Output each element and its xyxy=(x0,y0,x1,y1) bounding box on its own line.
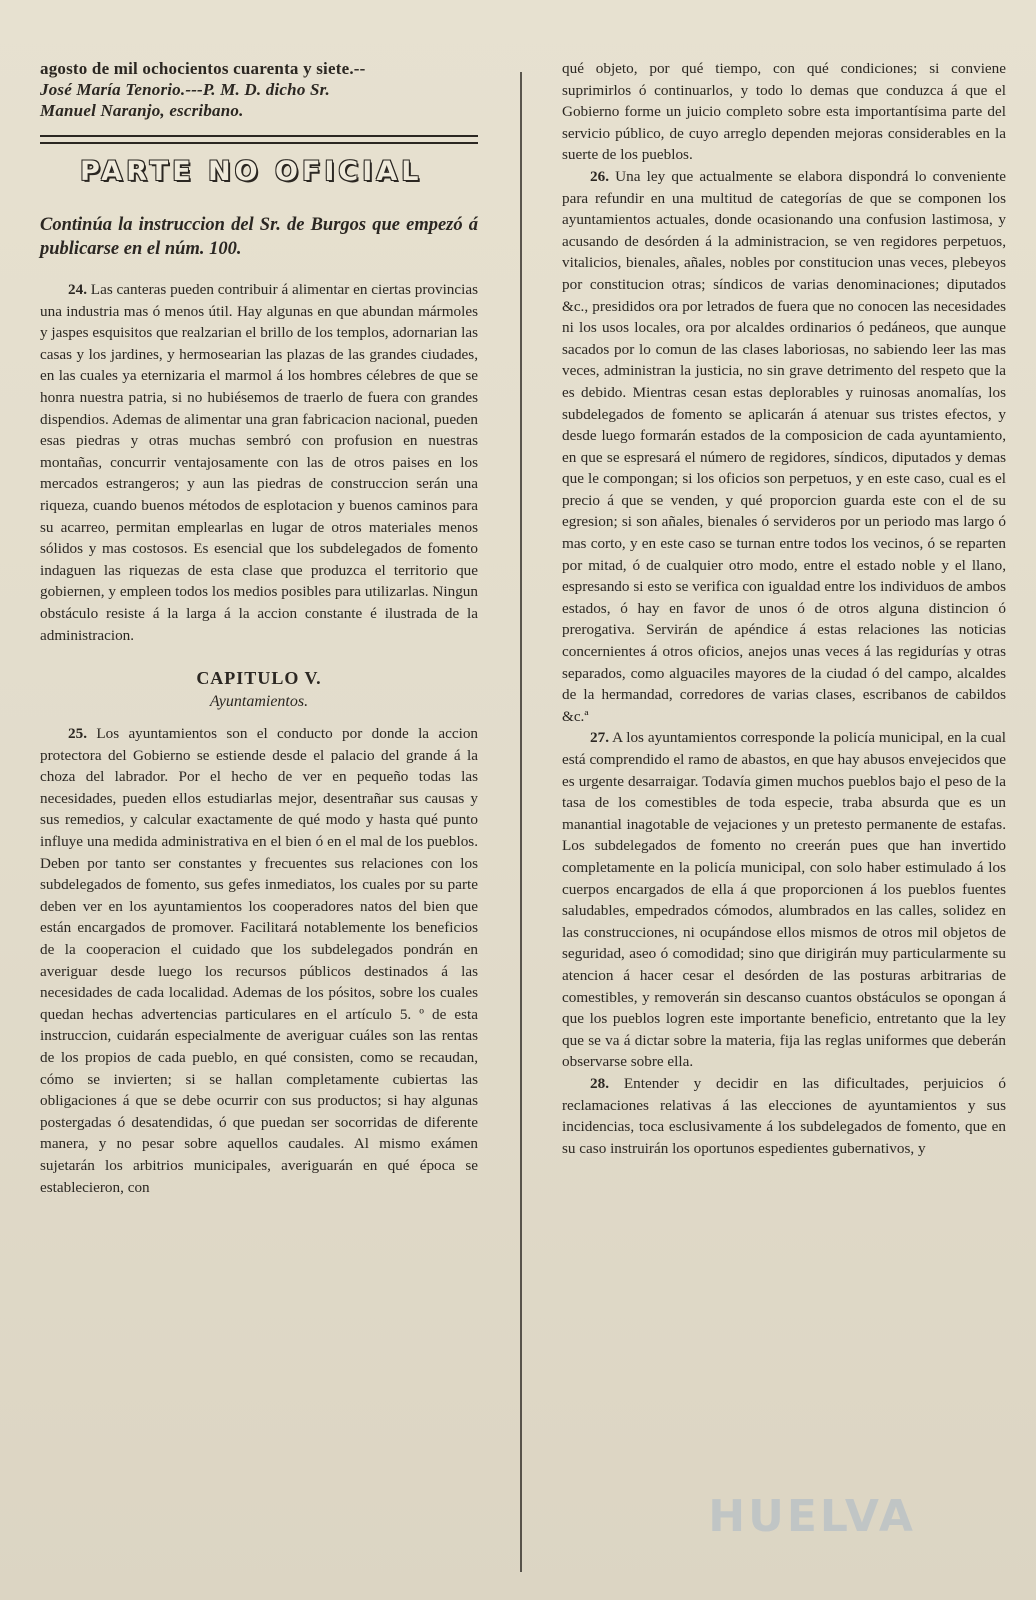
paragraph-text: A los ayuntamientos corresponde la policía municipal, en la cual está comprendido el ramo de abastos, en que hay abusos envejecidos que es urgente desarraigar. Todavía gimen muchos pueblos bajo el peso de la tasa de los comestibles de toda especie, traba absurda que es un manantial inagotable de vejaciones y un pretesto permanente de estafas. Los subdelegados de fomento no creerán pues que han invertido completamente en la policía municipal, con solo haber estimulado á los cuerpos encargados de ella á que proporcionen á los pueblos fuentes saludables, empedrados cómodos, alumbrados en las calles, solidez en las construcciones, ni ocupándose ellos mismos de otros mil objetos de seguridad, aseo ó comodidad; sino que dirigirán muy particularmente su atencion á hacer cesar el desórden de las posturas arbitrarias de comestibles, y removerán sin descanso cuantos obstáculos se opongan á que los pueblos logren este importante beneficio, entretanto que la ley que se va á dictar sobre la materia, fija las reglas uniformes que deberán observarse sobre ella. xyxy=(562,729,1006,1071)
paragraph-24 xyxy=(40,279,478,646)
right-column xyxy=(562,58,1006,1159)
paragraph-number: 27. xyxy=(590,729,609,747)
paragraph-text: Las canteras pueden contribuir á alimentar en ciertas provincias una industria mas ó menos útil. Hay algunas en que abundan mármoles y jaspes esquisitos que realzarian el brillo de los templos, adornarian las casas y los jardines, y hermosearian las plazas de las grandes ciudades, en las cuales ya eternizaria el marmol á los hombres célebres de que se honra nuestra patria, si no hubiésemos de traerlo de fuera con grandes dispendios. Ademas de alimentar una gran fabricacion nacional, pueden esas piedras y otras muchas sembró con profusion en nuestras montañas, concurrir ventajosamente con las de otros paises en los mercados estrangeros; y aun las piedras de construccion serán una riqueza, cuando buenos métodos de esplotacion y buenos caminos para su acarreo, permitan emplearlas en lugar de otros materiales menos sólidos y mas costosos. Es esencial que los subdelegados de fomento indaguen las riquezas de esta clase que produzca el territorio que gobiernen, y empleen todos los medios posibles para utilizarlas. Ningun obstáculo resiste á la larga á la accion constante é ilustrada de la administracion. xyxy=(40,281,478,644)
closing-lines xyxy=(40,58,478,121)
left-column xyxy=(40,58,478,1198)
paragraph-number: 25. xyxy=(68,725,87,743)
section-banner: PARTE NO OFICIAL xyxy=(80,156,423,187)
ornamental-rule xyxy=(40,135,478,144)
paragraph-26 xyxy=(562,166,1006,727)
chapter-title: CAPITULO V. xyxy=(196,668,322,689)
archive-watermark: HUELVA xyxy=(708,1491,916,1542)
paragraph-27 xyxy=(562,727,1006,1073)
paragraph-25 xyxy=(40,723,478,1198)
paragraph-number: 24. xyxy=(68,281,87,298)
closing-line-3: Manuel Naranjo, escribano. xyxy=(40,101,244,120)
closing-line-1: agosto de mil ochocientos cuarenta y siete.-- xyxy=(40,59,366,78)
column-divider xyxy=(520,72,522,1572)
chapter-subtitle: Ayuntamientos. xyxy=(209,693,309,711)
paragraph-text: Una ley que actualmente se elabora dispondrá lo conveniente para refundir en una multitud de categorías de que se componen los ayuntamientos actuales, donde ocasionando una confusion lastimosa, y acusando de desórden á la administracion, se ven regidores perpetuos, vitalicios, bienales, añales, nobles por constitucion unas veces, plebeyos por constitucion otras; síndicos de varias denominaciones; diputados &c., presididos ora por letrados de fuera que no conocen las necesidades ni los usos locales, ora por alcaldes ordinarios ó pedáneos, que aunque sacados por lo comun de las clases laboriosas, no sabiendo leer las mas veces, administran la justicia, no sin grave detrimento del respeto que la es debido. Mientras cesan estas deplorables y ruinosas anomalías, los subdelegados de fomento se aplicarán á atenuar sus tristes efectos, y desde luego formarán estados de la composicion de cada ayuntamiento, en que se espresará el número de regidores, síndicos, diputados y demas que le compongan; si los oficios son perpetuos, y en este caso, cual es el precio á que se venden, y qué proporcion guarda este con el de su egresion; si son añales, bienales ó servideros por un periodo mas largo ó mas corto, y en este caso se turnan entre todos los vecinos, ó se reparten por mitad, ó de cualquier otro modo, entre el estado noble y el llano, espresando si esto se verifica con igualdad entre los individuos de ambos estados, ó hay en favor de unos ó de otros alguna distincion ó prerogativa. Servirán de apéndice á estas relaciones las noticias concernientes á otros oficios, anejos unas veces á las regidurías y otras separados, como alguaciles mayores de la ciudad ó del campo, alcaldes de la hermandad, corredores de varias clases, escribanos de cabildos &c.ª xyxy=(562,167,1007,725)
paragraph-number: 28. xyxy=(590,1074,609,1092)
paragraph-text: Los ayuntamientos son el conducto por donde la accion protectora del Gobierno se estiende desde el palacio del grande á la choza del labrador. Por el hecho de ver en pequeño todas las necesidades, pueden ellos estudiarlas mejor, desentrañar sus causas y sus remedios, y calcular exactamente de qué modo y hasta qué punto influye una medida administrativa en el bien ó en el mal de los pueblos. Deben por tanto ser constantes y frecuentes sus relaciones con los subdelegados de fomento, sus gefes inmediatos, los cuales por su parte deben ver en los ayuntamientos los cooperadores natos del bien que están encargados de promover. Facilitará notablemente los beneficios de la cooperacion el cuidado que los subdelegados pondrán en averiguar desde luego los recursos públicos destinados á las necesidades de cada localidad. Ademas de los pósitos, sobre los cuales quedan hechas advertencias particulares en el artículo 5. º de esta instruccion, cuidarán especialmente de averiguar cuáles son las rentas de los propios de cada pueblo, en qué consisten, como se recaudan, cómo se invierten; si se hallan completamente cubiertas las obligaciones á que se debe ocurrir con sus productos; si hay algunas postergadas ó desatendidas, ó que puedan ser socorridas de diferente manera, y no pesar sobre aquellos caudales. Al mismo exámen sujetarán los arbitrios municipales, averiguarán en qué época se establecieron, con xyxy=(40,725,479,1196)
paragraph-28 xyxy=(562,1073,1006,1159)
paragraph-number: 26. xyxy=(590,167,609,185)
paragraph-continuation: qué objeto, por qué tiempo, con qué condiciones; si conviene suprimirlos ó continuarlos, y todo lo demas que conduzca á que el Gobierno forme un juicio completo sobre esta importantísima parte del servicio público, de cuyo arreglo dependen mejoras considerables en la suerte de los pueblos. xyxy=(562,60,1006,164)
paragraph-text: Entender y decidir en las dificultades, perjuicios ó reclamaciones relativas á las elecciones de ayuntamientos y sus incidencias, toca esclusivamente á los subdelegados de fomento, que en su caso instruirán los oportunos espedientes gubernativos, y xyxy=(562,1074,1006,1157)
closing-line-2: José María Tenorio.---P. M. D. dicho Sr. xyxy=(40,80,330,99)
section-title: Continúa la instruccion del Sr. de Burgos que empezó á publicarse en el núm. 100. xyxy=(40,215,478,259)
